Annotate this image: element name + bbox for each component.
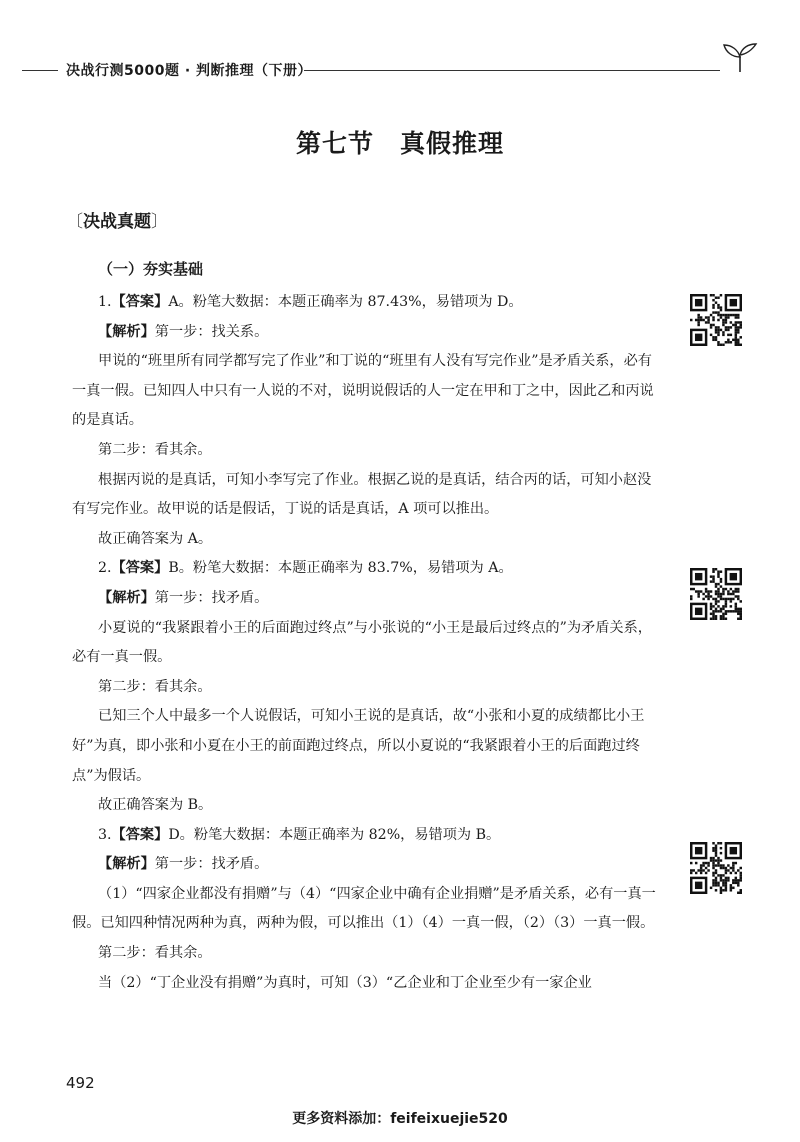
q1-number: 1. xyxy=(98,294,112,310)
q1-answer-text: A。粉笔大数据：本题正确率为 87.43%，易错项为 D。 xyxy=(168,294,523,310)
subheading-open-bracket: 〔 xyxy=(66,212,83,232)
q3-number: 3. xyxy=(98,826,112,843)
q2-analysis-label: 【解析】 xyxy=(98,589,155,606)
subheading-text: 决战真题 xyxy=(83,212,151,232)
q1-conclusion: 故正确答案为 A。 xyxy=(98,530,213,547)
q2-number: 2. xyxy=(98,560,112,577)
q3-step2: 第二步：看其余。 xyxy=(98,945,212,962)
q3-analysis xyxy=(72,850,664,880)
q3-paragraph-1: （1）“四家企业都没有捐赠”与（4）“四家企业中确有企业捐赠”是矛盾关系，必有一真一假。已知四种情况两种为真，两种为假，可以推出（1）（4）一真一假，（2）（3）一真一假。 xyxy=(72,885,656,932)
q2-analysis xyxy=(72,584,664,614)
running-header xyxy=(22,56,740,82)
q1-step1: 第一步：找关系。 xyxy=(154,323,269,340)
header-rule-right xyxy=(304,70,720,71)
q1-answer-label: 【答案】 xyxy=(111,294,169,310)
q3-answer xyxy=(72,821,664,851)
q3-step1: 第一步：找矛盾。 xyxy=(154,856,269,873)
q1-analysis-label: 【解析】 xyxy=(98,323,155,340)
running-title: 决战行测5000题 · 判断推理（下册） xyxy=(66,63,313,79)
q2-answer-text: B。粉笔大数据：本题正确率为 83.7%，易错项为 A。 xyxy=(168,560,513,577)
page-body xyxy=(72,288,664,998)
q1-paragraph-1: 甲说的“班里所有同学都写完了作业”和丁说的“班里有人没有写完作业”是矛盾关系，必有一真一假。已知四人中只有一人说的不对，说明说假话的人一定在甲和丁之中，因此乙和丙说的是真话。 xyxy=(72,353,654,429)
q3-paragraph-2: 当（2）“丁企业没有捐赠”为真时，可知（3）“乙企业和丁企业至少有一家企业 xyxy=(98,974,592,991)
q2-step1: 第一步：找矛盾。 xyxy=(154,589,269,606)
qr-code-icon[interactable] xyxy=(690,568,742,620)
subsection-title: （一）夯实基础 xyxy=(98,260,204,278)
section-number: 第七节 xyxy=(295,129,374,158)
qr-code-icon[interactable] xyxy=(690,842,742,894)
q1-step2: 第二步：看其余。 xyxy=(98,441,212,458)
sprout-icon xyxy=(720,42,760,74)
section-name: 真假推理 xyxy=(400,129,505,158)
q3-answer-label: 【答案】 xyxy=(111,826,169,843)
q1-answer xyxy=(72,288,664,318)
page-number: 492 xyxy=(66,1074,95,1092)
q2-conclusion: 故正确答案为 B。 xyxy=(98,797,213,814)
q2-step2: 第二步：看其余。 xyxy=(98,678,212,695)
header-rule-left xyxy=(22,70,58,71)
footer-note: 更多资料添加：feifeixuejie520 xyxy=(292,1111,508,1127)
q2-answer xyxy=(72,554,664,584)
q2-paragraph-2: 已知三个人中最多一个人说假话，可知小王说的是真话，故“小张和小夏的成绩都比小王好”为真，即小张和小夏在小王的前面跑过终点，所以小夏说的“我紧跟着小王的后面跑过终点”为假话。 xyxy=(72,708,645,784)
section-title xyxy=(0,124,800,160)
q3-analysis-label: 【解析】 xyxy=(98,856,155,873)
q2-paragraph-1: 小夏说的“我紧跟着小王的后面跑过终点”与小张说的“小王是最后过终点的”为矛盾关系，必有一真一假。 xyxy=(72,619,652,666)
subheading xyxy=(66,207,168,232)
q2-answer-label: 【答案】 xyxy=(111,560,169,577)
subheading-close-bracket: 〕 xyxy=(151,212,168,232)
q1-paragraph-2: 根据丙说的是真话，可知小李写完了作业。根据乙说的是真话，结合丙的话，可知小赵没有写完作业。故甲说的话是假话，丁说的话是真话，A 项可以推出。 xyxy=(72,471,652,518)
qr-code-icon[interactable] xyxy=(690,294,742,346)
q1-analysis xyxy=(72,318,664,348)
q3-answer-text: D。粉笔大数据：本题正确率为 82%，易错项为 B。 xyxy=(168,826,501,843)
